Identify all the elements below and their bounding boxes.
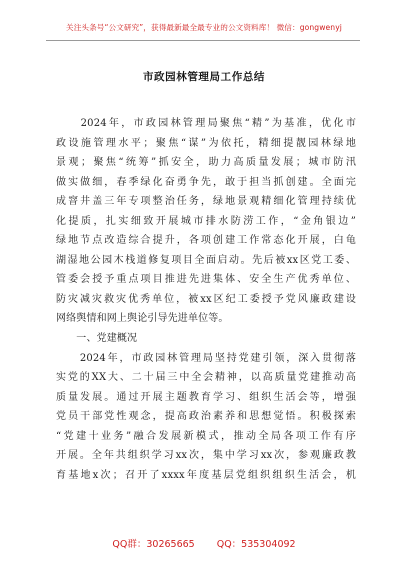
footer-qq-group: QQ群：30265665	[112, 539, 195, 550]
body-line: 做实做细，春季绿化奋勇争先，敢于担当抓创建。全面完	[56, 176, 356, 188]
body-line: 开展。全年共组织学习xx次，集中学习xx次，参观廉政教	[56, 450, 356, 462]
body-line: 实党的XX大、二十届三中全会精神，以高质量党建推动高	[56, 372, 356, 384]
header-banner: 关注头条号“公文研究”，获得最新最全最专业的公文资料库！ 微信：gongwenyj	[66, 23, 342, 32]
document-body	[56, 114, 356, 485]
body-line: 2024年，市政园林管理局坚持党建引领，深入贯彻落	[56, 352, 356, 364]
header-divider	[46, 40, 360, 41]
section-heading: 一、党建概况	[56, 333, 138, 345]
body-line: 质量发展。通过开展主题教育学习、组织生活会等，增强	[56, 391, 356, 403]
body-line: 防灾减灾救灾优秀单位，被xx区纪工委授予党风廉政建设	[56, 293, 356, 305]
body-line: 成窨井盖三年专项整治任务，绿地景观精细化管理持续优	[56, 196, 356, 208]
body-line: “党建十业务”融合发展新模式，推动全局各项工作有序	[56, 430, 356, 442]
document-title: 市政园林管理局工作总结	[142, 71, 266, 83]
body-line: 景观；聚焦“统筹”抓安全，助力高质量发展；城市防汛	[56, 157, 356, 169]
footer-contact	[0, 536, 408, 550]
body-line: 政设施管理水平；聚焦“谋”为依托，精细提靓园林绿地	[56, 137, 356, 149]
body-line: 育基地x次；召开了xxxx年度基层党组织组织生活会，机	[56, 469, 356, 481]
body-line: 管委会授予重点项目推进先进集体、安全生产优秀单位、	[56, 274, 356, 286]
body-line: 化提质，扎实细致开展城市排水防涝工作，“金角银边”	[56, 215, 356, 227]
footer-qq: QQ：535304092	[216, 539, 296, 550]
body-line: 2024年，市政园林管理局聚焦“精”为基准，优化市	[56, 118, 356, 129]
body-line: 绿地节点改造综合提升，各项创建工作常态化开展，白龟	[56, 235, 356, 247]
body-line: 党员干部党性观念，提高政治素养和思想觉悟。积极探索	[56, 411, 356, 423]
body-line: 湖湿地公园木栈道修复项目全面启动。先后被xx区党工委、	[56, 254, 356, 266]
body-line: 网络舆情和网上舆论引导先进单位等。	[56, 313, 229, 325]
